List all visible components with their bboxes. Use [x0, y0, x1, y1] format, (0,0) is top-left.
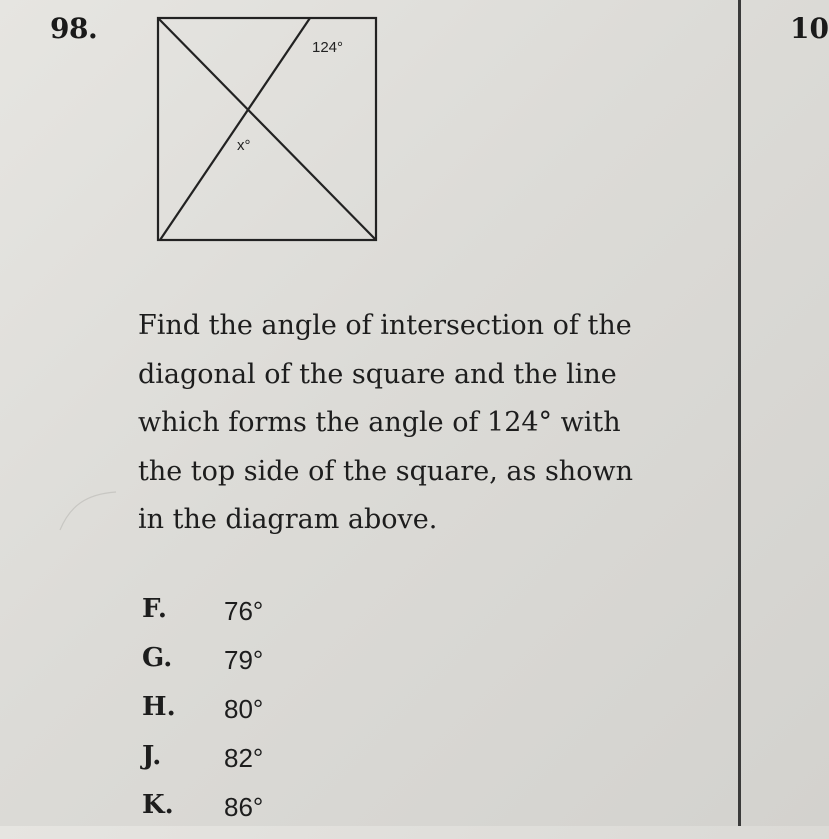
angle-label-124: 124°	[312, 39, 344, 56]
choice-letter: J.	[142, 741, 162, 771]
column-divider	[738, 0, 741, 826]
choice-f[interactable]	[142, 594, 442, 643]
slanted-line	[160, 18, 310, 240]
question-text	[138, 302, 698, 545]
choice-letter: G.	[142, 643, 173, 673]
next-problem-number: 10	[790, 12, 829, 45]
square-diagram	[150, 10, 390, 250]
choice-value: 80°	[224, 694, 264, 724]
choice-j[interactable]	[142, 741, 442, 790]
choice-g[interactable]	[142, 643, 442, 692]
answer-choices	[142, 594, 442, 839]
choice-value: 82°	[224, 743, 264, 773]
choice-value: 76°	[224, 596, 264, 626]
angle-label-x: x°	[237, 137, 251, 154]
question-line-3: which forms the angle of 124° with	[138, 407, 621, 438]
question-line-5: in the diagram above.	[138, 504, 438, 535]
square-diagonal	[158, 18, 376, 240]
pencil-mark	[56, 486, 126, 536]
choice-value: 79°	[224, 645, 264, 675]
choice-value: 86°	[224, 792, 264, 822]
question-line-1: Find the angle of intersection of the	[138, 310, 632, 341]
choice-letter: K.	[142, 790, 174, 820]
choice-letter: F.	[142, 594, 167, 624]
choice-h[interactable]	[142, 692, 442, 741]
choice-letter: H.	[142, 692, 176, 722]
problem-number: 98.	[50, 12, 98, 45]
question-line-2: diagonal of the square and the line	[138, 358, 617, 390]
choice-k[interactable]	[142, 790, 442, 839]
question-line-4: the top side of the square, as shown	[138, 455, 633, 487]
